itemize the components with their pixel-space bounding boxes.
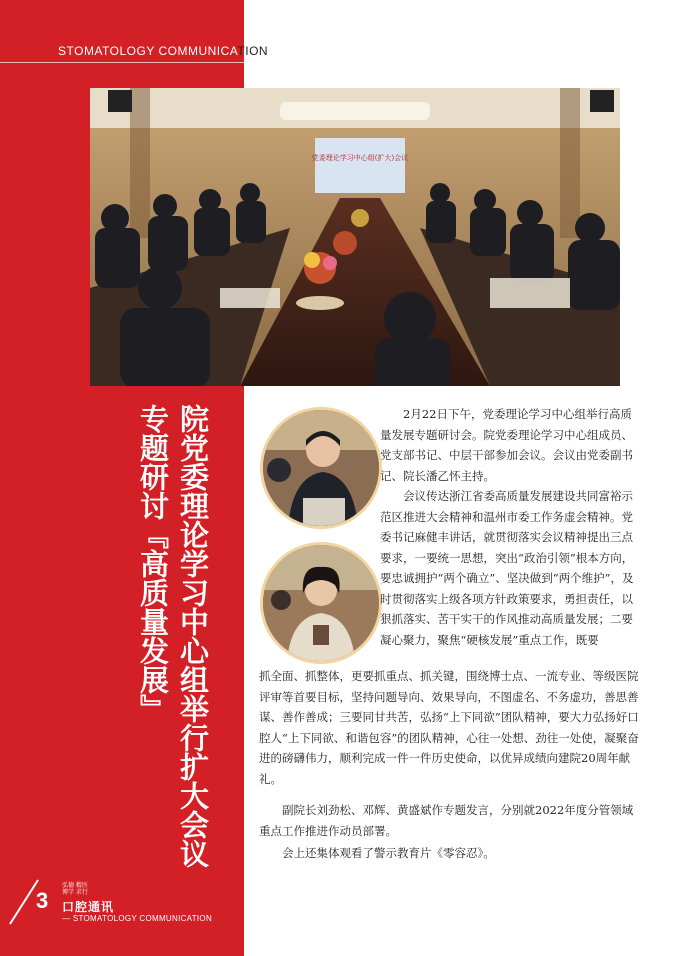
speaker-portrait-female <box>263 545 379 661</box>
article-paragraph-4 <box>259 843 642 864</box>
article-paragraph-1 <box>380 404 642 486</box>
header-brand-main: STOMATOLOGY COMMUNICA <box>58 44 238 58</box>
article-paragraph-4-text: 会上还集体观看了警示教育片《零容忍》。 <box>282 846 495 860</box>
meeting-photo <box>90 88 620 386</box>
article-paragraph-3-text: 副院长刘劲松、邓辉、黄盛斌作专题发言，分别就2022年度分管领域重点工作推进作动员部署。 <box>259 803 634 838</box>
article-paragraph-2-continued: 抓全面、抓整体，更要抓重点、抓关键，围绕博士点、一流专业、等级医院评审等首要目标，坚持问题导向、效果导向，不图虚名、不务虚功，善思善谋、善作善成；三要同甘共苦，弘扬“上下同欲”团队精神，要大力弘扬好口腔人“上下同欲、和谐包容”的团队精神，心往一处想、劲往一处使，凝聚奋进的磅礴伟力，顺利完成一件一件历史使命，以优异成绩向建院20周年献礼。 <box>259 669 639 786</box>
page-number: 3 <box>36 888 49 913</box>
article-title-line1: 院党委理论学习中心组举行扩大会议 <box>176 404 210 868</box>
header-brand <box>58 44 268 58</box>
speaker-portrait-male <box>263 410 379 526</box>
footer-brand-en: — STOMATOLOGY COMMUNICATION <box>62 914 213 923</box>
article-paragraph-3 <box>259 800 642 841</box>
article-paragraph-1-text: 2月22日下午，党委理论学习中心组举行高质量发展专题研讨会。院党委理论学习中心组成员、党支部书记、中层干部参加会议。会议由党委副书记、院长潘乙怀主持。 <box>380 407 633 483</box>
article-paragraph-2 <box>380 486 642 650</box>
screen-text: 党委理论学习中心组(扩大)会议 <box>311 154 409 162</box>
footer-brand-cn: 口腔通讯 <box>62 900 115 914</box>
article-paragraph-2-text: 会议传达浙江省委高质量发展建设共同富裕示范区推进大会精神和温州市委工作务虚会精神。党委书记麻健丰讲话，就贯彻落实会议精神提出三点要求，一要统一思想，突出“政治引领”根本方向，要忠诚拥护“两个确立”、坚决做到“两个维护”，及时贯彻落实上级各项方针政策要求，勇担责任，以狠抓落实、苦干实干的作风推动高质量发展；二要凝心聚力，聚焦“硬核发展”重点工作，既要 <box>380 489 634 647</box>
header-divider <box>0 62 244 63</box>
footer-motto-2: 博学 求行 <box>62 889 88 896</box>
header-brand-tail: TION <box>237 44 269 58</box>
footer-motto-1: 弘德 精医 <box>62 882 88 889</box>
projector-screen <box>315 138 405 193</box>
article-title-line2: 专题研讨『高质量发展』 <box>136 404 170 723</box>
